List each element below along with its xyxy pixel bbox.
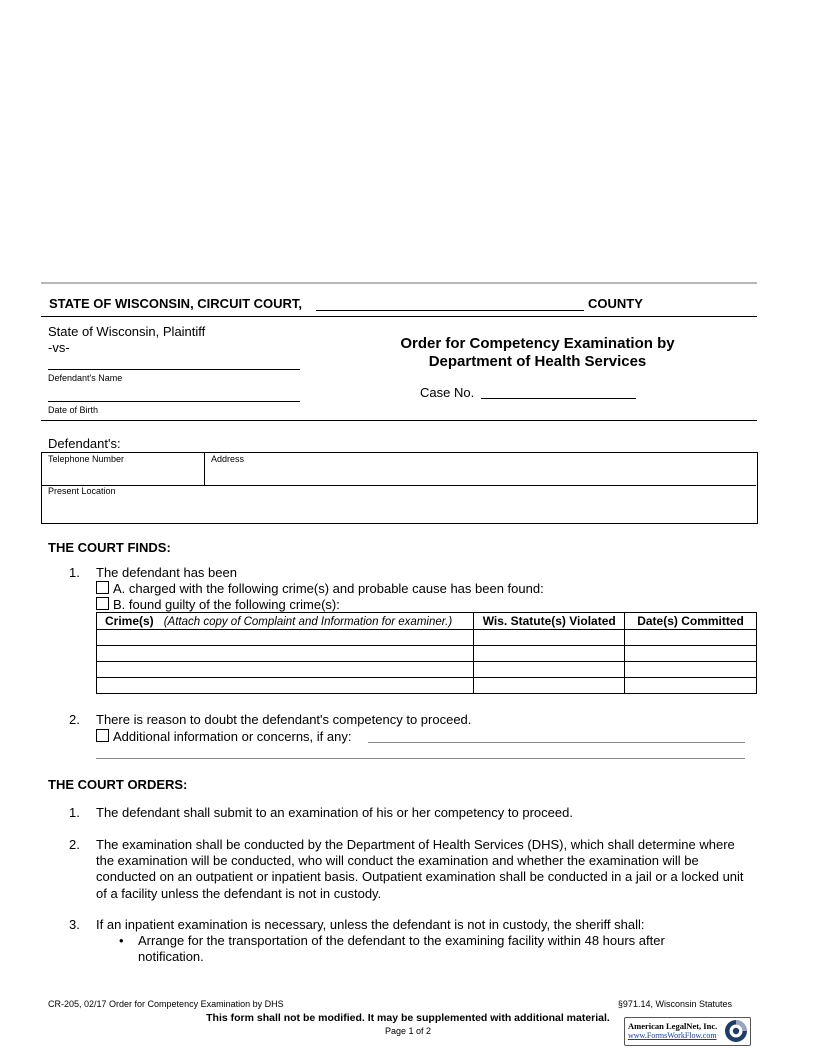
date-cell[interactable] [625, 630, 757, 646]
option-a[interactable] [96, 581, 544, 596]
court-heading: STATE OF WISCONSIN, CIRCUIT COURT, [49, 296, 303, 311]
table-row [97, 678, 757, 694]
form-id: CR-205, 02/17 Order for Competency Examination by DHS [48, 999, 284, 1009]
address-label[interactable]: Address [211, 454, 245, 464]
header-rule [41, 316, 757, 317]
statute-cell[interactable] [474, 630, 625, 646]
vs-text: -vs- [48, 340, 70, 355]
additional-info-line1[interactable] [368, 742, 745, 743]
crime-cell[interactable] [97, 662, 474, 678]
info-box-divider [204, 453, 205, 485]
finds-item1-number: 1. [69, 565, 80, 580]
form-title-line1: Order for Competency Examination by [400, 335, 675, 352]
legalnet-logo[interactable] [624, 1017, 751, 1046]
table-row [97, 646, 757, 662]
option-b[interactable] [96, 597, 340, 612]
statute-col-header: Wis. Statute(s) Violated [474, 613, 625, 630]
date-cell[interactable] [625, 678, 757, 694]
dob-field[interactable] [48, 401, 300, 402]
crimes-table-header [97, 613, 757, 630]
orders-item1-text: The defendant shall submit to an examination of his or her competency to proceed. [96, 805, 573, 820]
crime-cell[interactable] [97, 678, 474, 694]
additional-info[interactable] [96, 729, 351, 744]
table-row [97, 630, 757, 646]
defendant-heading: Defendant's: [48, 436, 121, 451]
form-title [330, 335, 745, 371]
orders-item1-number: 1. [69, 805, 80, 820]
court-orders-heading: THE COURT ORDERS: [48, 777, 188, 792]
additional-info-line2[interactable] [96, 758, 745, 759]
additional-info-checkbox[interactable] [96, 729, 109, 742]
statute-cell[interactable] [474, 678, 625, 694]
form-title-line2: Department of Health Services [428, 353, 647, 370]
finds-item1-text: The defendant has been [96, 565, 237, 580]
orders-bullet1-text: Arrange for the transportation of the defendant to the examining facility within 48 hours after notification. [138, 933, 665, 965]
logo-url: www.FormsWorkFlow.com [628, 1031, 717, 1040]
date-cell[interactable] [625, 646, 757, 662]
logo-globe-icon [724, 1019, 748, 1043]
defendant-name-field[interactable] [48, 369, 300, 370]
statute-ref: §971.14, Wisconsin Statutes [617, 999, 732, 1009]
orders-item3-text: If an inpatient examination is necessary, unless the defendant is not in custody, the sheriff shall: [96, 917, 645, 932]
statute-cell[interactable] [474, 662, 625, 678]
caption-rule [41, 420, 757, 421]
case-no-label: Case No. [420, 385, 475, 400]
defendant-info-box [41, 452, 758, 524]
bullet-icon: • [119, 933, 124, 948]
option-a-label: A. charged with the following crime(s) and probable cause has been found: [113, 581, 544, 596]
finds-item2-number: 2. [69, 712, 80, 727]
option-b-label: B. found guilty of the following crime(s): [113, 597, 340, 612]
option-a-checkbox[interactable] [96, 581, 109, 594]
crimes-col-title: Crime(s) [105, 614, 154, 628]
option-b-checkbox[interactable] [96, 597, 109, 610]
table-row [97, 662, 757, 678]
date-col-header: Date(s) Committed [625, 613, 757, 630]
county-field[interactable] [316, 310, 584, 311]
plaintiff-text: State of Wisconsin, Plaintiff [48, 324, 206, 339]
crimes-col-note: (Attach copy of Complaint and Information for examiner.) [163, 616, 453, 628]
additional-info-label: Additional information or concerns, if any: [113, 729, 352, 744]
county-label: COUNTY [588, 296, 643, 311]
present-location-label[interactable]: Present Location [48, 486, 116, 496]
logo-company: American LegalNet, Inc. [628, 1021, 718, 1031]
crimes-col-header [97, 613, 474, 630]
page-number: Page 1 of 2 [384, 1026, 432, 1036]
orders-item2-number: 2. [69, 837, 80, 852]
finds-item2-text: There is reason to doubt the defendant's competency to proceed. [96, 712, 472, 727]
top-rule [41, 282, 757, 284]
crime-cell[interactable] [97, 630, 474, 646]
date-cell[interactable] [625, 662, 757, 678]
orders-item2-text: The examination shall be conducted by the Department of Health Services (DHS), which shall determine where the examination will be conducted, who will conduct the examination and whether the examination will be conducted on an outpatient or inpatient basis. Outpatient examination shall be conducted in a jail or a locked unit of a facility unless the defendant is not in custody. [96, 837, 744, 901]
crimes-table [96, 612, 757, 694]
defendant-name-label: Defendant's Name [48, 373, 123, 383]
court-finds-heading: THE COURT FINDS: [48, 540, 171, 555]
info-box-midline [42, 485, 756, 486]
dob-label: Date of Birth [48, 405, 99, 415]
case-no-field[interactable] [481, 398, 636, 399]
crime-cell[interactable] [97, 646, 474, 662]
form-notice: This form shall not be modified. It may be supplemented with additional material. [206, 1012, 610, 1024]
telephone-label[interactable]: Telephone Number [48, 454, 125, 464]
orders-item3-number: 3. [69, 917, 80, 932]
statute-cell[interactable] [474, 646, 625, 662]
